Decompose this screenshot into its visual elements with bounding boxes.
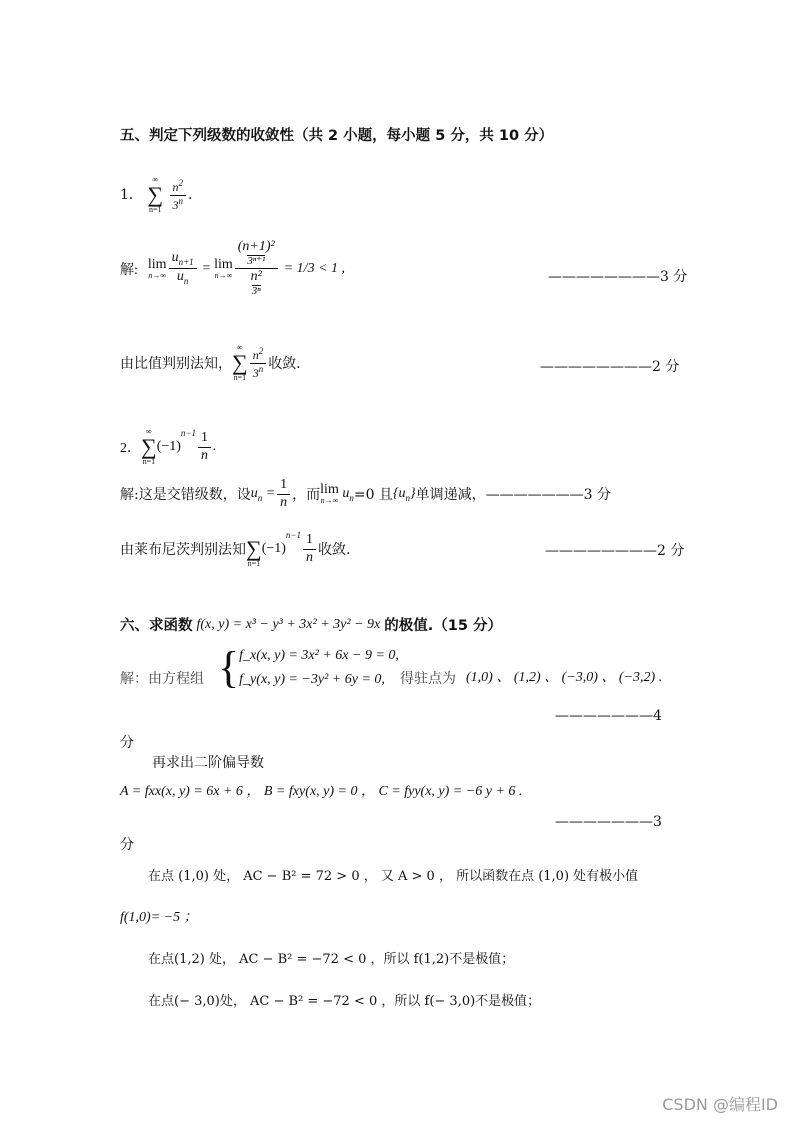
equation-2: f_y(x, y) = −3y² + 6y = 0, [239, 672, 385, 687]
case-2: 在点(1,2) 处， AC − B² = −72 < 0 ，所以 f(1,2)不是极值； [148, 952, 515, 967]
un-frac: $\frac{1}{n}$ [277, 478, 290, 510]
problem-2-label: 2． [120, 441, 141, 456]
problem-1-term: $\frac{n^2}{3^n}$ [170, 179, 187, 211]
solution-2-text-d: 单调递减， [415, 487, 486, 504]
score-1: ————————3 分 [548, 269, 688, 285]
score-6-unit: 分 [120, 837, 134, 853]
solution-2-text-a: 解:这是交错级数，设 [120, 487, 251, 504]
converge-text-2: 收敛. [318, 542, 351, 558]
score-3: ———————3 分 [485, 487, 612, 504]
stationary-points: (1,0) 、 (1,2) 、 (−3,0) 、 (−3,2) . [466, 670, 663, 685]
case-1: 在点 (1,0) 处， AC − B² = 72 > 0 ， 又 A > 0 ， 所以函数在点 (1,0) 处有极小值 [148, 869, 639, 884]
sum-symbol: ∞ ∑ n=1 [147, 175, 164, 214]
lim-op-3: lim n→∞ [320, 482, 339, 506]
leibniz-text: 由莱布尼茨判别法知 [120, 542, 246, 558]
score-5-unit: 分 [120, 735, 134, 751]
problem-1-label: 1． [120, 187, 143, 203]
score-5: ———————4 [555, 708, 662, 724]
watermark: CSDN @编程ID [662, 1095, 778, 1114]
case-3: 在点(− 3,0)处， AC − B² = −72 < 0 ，所以 f(− 3,0)不是极值； [148, 994, 541, 1009]
solution-2: 解:这是交错级数，设 $u_n$ = $\frac{1}{n}$ ，而 lim n→∞ $u_n$ =0 且 $\{u_n\}$ 单调递减， ———————3 分 [120, 477, 612, 510]
alt-term-2: $\frac{1}{n}$ [303, 533, 316, 565]
solution-2-text-c: =0 且 [353, 487, 393, 504]
equation-system [218, 643, 399, 692]
sum-symbol-4: ∑ n=1 [246, 536, 262, 568]
section-6-suffix: 的极值.（15 分） [384, 618, 502, 634]
solution-label: 解: [120, 262, 138, 278]
section-5-title: 五、判定下列级数的收敛性（共 2 小题，每小题 5 分，共 10 分） [120, 128, 554, 144]
ratio-frac: $\frac{u_{n+1}}{u_n}$ [169, 251, 197, 286]
ratio-conclusion [120, 344, 301, 382]
lim-op-2: lim n→∞ [214, 256, 233, 281]
alt-term: $\frac{1}{n}$ [198, 431, 211, 463]
solution-2-text-b: ，而 [292, 487, 321, 504]
score-2: ————————2 分 [540, 359, 680, 375]
complex-frac: (n+1)² 3ⁿ⁺¹ n² 3ⁿ [235, 240, 278, 297]
second-derivative-text: 再求出二阶偏导数 [152, 755, 264, 771]
score-6: ———————3 [555, 814, 662, 830]
converge-text: 收敛. [268, 356, 301, 372]
system-label: 解：由方程组 [120, 671, 204, 687]
stationary-text: 得驻点为 [400, 671, 456, 687]
sum-symbol-3: ∞ ∑ n=1 [141, 427, 157, 466]
case-1-value: f(1,0)= −5 ； [120, 910, 198, 925]
section-6-prefix: 六、求函数 [120, 618, 193, 634]
leibniz-conclusion: 由莱布尼茨判别法知 ∑ n=1 (−1) n−1 $\frac{1}{n}$ 收敛. [120, 530, 351, 568]
problem-2: 2． ∞ ∑ n=1 (−1) n−1 $\frac{1}{n}$ . [120, 427, 217, 466]
section-6-title [120, 614, 502, 635]
solution-1: 解: lim n→∞ $\frac{u_{n+1}}{u_n}$ = lim n→∞ (n+1)² 3ⁿ⁺¹ n² 3ⁿ = 1/3 < 1 , [120, 239, 346, 297]
series-term-2: $\frac{n^2}{3^n}$ [250, 347, 267, 379]
problem-1: 1． ∞ ∑ n=1 $\frac{n^2}{3^n}$ . [120, 175, 193, 214]
function-expr: f(x, y) = x³ − y³ + 3x² + 3y² − 9x [196, 616, 381, 632]
score-4: ————————2 分 [545, 543, 685, 559]
ratio-result: = 1/3 < 1 , [283, 260, 346, 276]
ratio-text: 由比值判别法知， [120, 356, 232, 372]
equation-1: f_x(x, y) = 3x² + 6x − 9 = 0, [239, 648, 399, 663]
lim-op-1: lim n→∞ [147, 256, 167, 281]
abc-expressions: A = fxx(x, y) = 6x + 6 ， B = fxy(x, y) = 0 ， C = fyy(x, y) = −6 y + 6 . [120, 784, 523, 799]
left-brace: { [218, 643, 240, 692]
sum-symbol-2: ∞ ∑ n=1 [232, 343, 248, 382]
